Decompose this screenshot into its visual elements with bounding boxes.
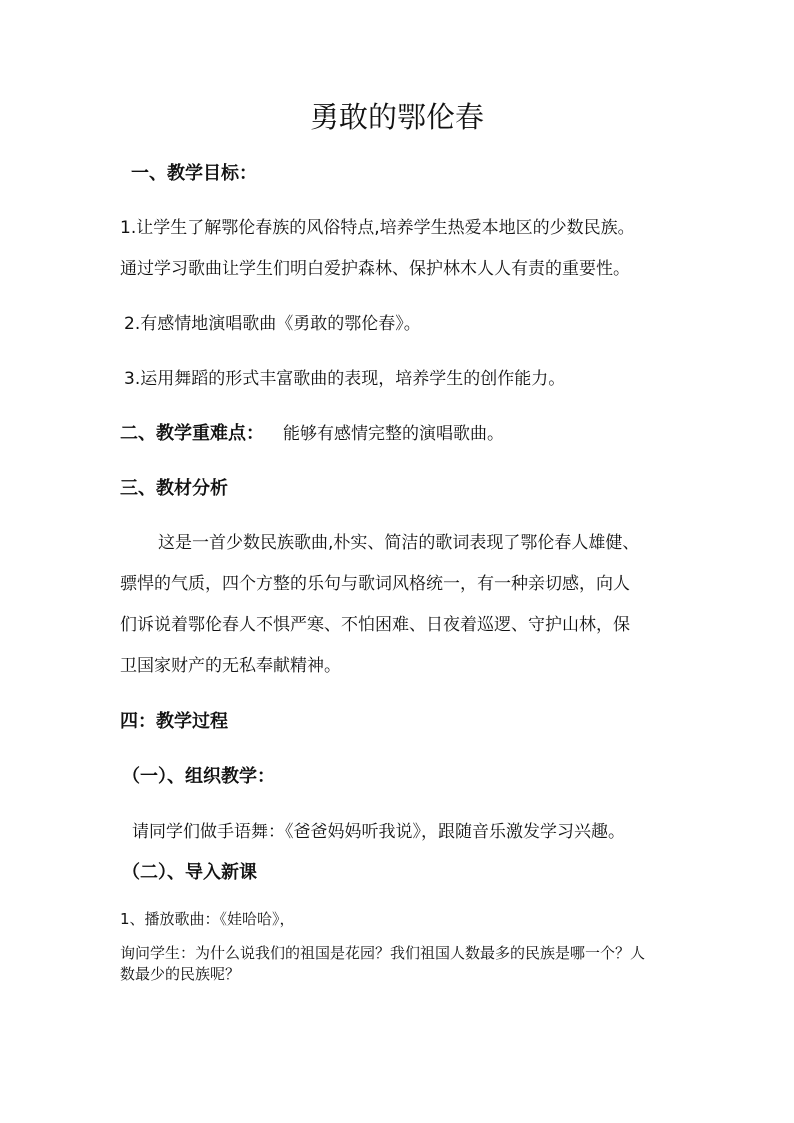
key-points-text: 能够有感情完整的演唱歌曲。 (283, 424, 504, 444)
objectives-heading: 一、教学目标： (131, 163, 257, 184)
objective-3: 3.运用舞蹈的形式丰富歌曲的表现，培养学生的创作能力。 (124, 369, 566, 389)
step2-item1: 1、播放歌曲：《娃哈哈》， (120, 910, 295, 928)
objective-1-line1: 1.让学生了解鄂伦春族的风俗特点,培养学生热爱本地区的少数民族。 (120, 218, 635, 238)
step2-question-line1: 询问学生：为什么说我们的祖国是花园？我们祖国人数最多的民族是哪一个？人 (120, 944, 646, 962)
objective-1-line2: 通过学习歌曲让学生们明白爱护森林、保护林木人人有责的重要性。 (120, 259, 630, 279)
analysis-heading: 三、教材分析 (120, 478, 228, 499)
objective-2: 2.有感情地演唱歌曲《勇敢的鄂伦春》。 (124, 314, 421, 334)
document-title: 勇敢的鄂伦春 (309, 100, 484, 134)
analysis-line1: 这是一首少数民族歌曲,朴实、简洁的歌词表现了鄂伦春人雄健、 (158, 533, 640, 553)
key-points-heading: 二、教学重难点： (120, 423, 264, 444)
analysis-line4: 卫国家财产的无私奉献精神。 (120, 656, 341, 676)
process-heading: 四：教学过程 (120, 711, 228, 732)
step1-heading: （一）、组织教学： (122, 766, 275, 787)
analysis-line2: 骠悍的气质，四个方整的乐句与歌词风格统一，有一种亲切感，向人 (120, 574, 630, 594)
step1-text: 请同学们做手语舞：《爸爸妈妈听我说》，跟随音乐激发学习兴趣。 (132, 822, 625, 842)
step2-heading: （二）、导入新课 (122, 862, 257, 883)
analysis-line3: 们诉说着鄂伦春人不惧严寒、不怕困难、日夜着巡逻、守护山林，保 (120, 615, 630, 635)
step2-question-line2: 数最少的民族呢？ (120, 965, 241, 983)
